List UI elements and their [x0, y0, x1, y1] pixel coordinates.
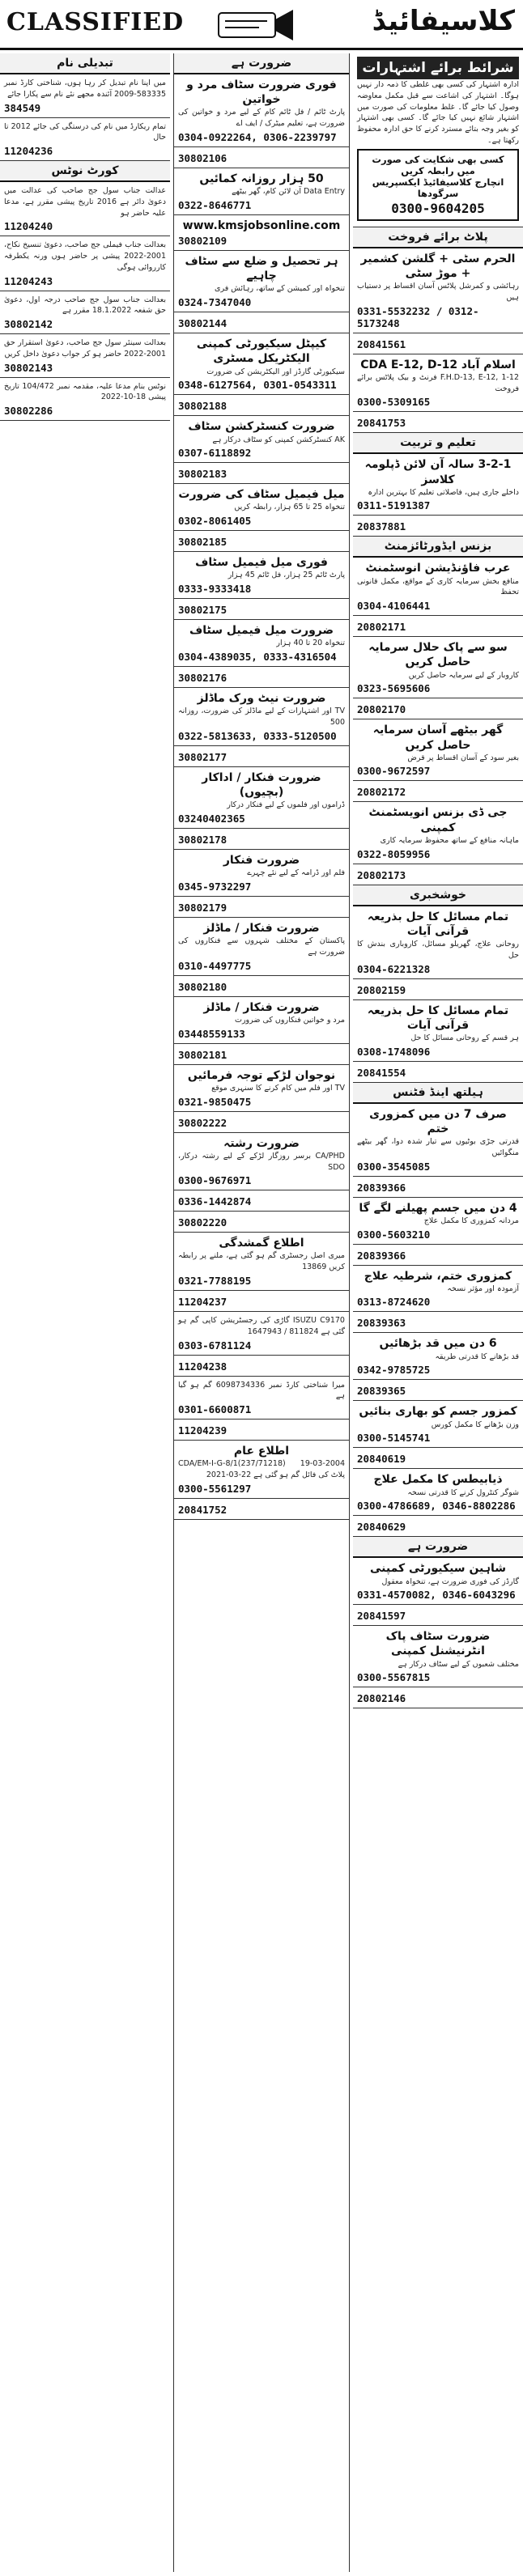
ad-phone: 0304-4106441: [357, 600, 431, 613]
ad-body: نوٹس بنام مدعا علیہ، مقدمہ نمبر 104/472 تاریخ پیشی 18-10-2022: [4, 381, 166, 402]
ad-phone: 20841597: [357, 1610, 406, 1623]
column-left: [0, 53, 170, 2572]
ad-phone: 0304-6221328: [357, 962, 431, 975]
ad-body: میری اصل رجسٹری گم ہو گئی ہے، ملنے پر رابطہ کریں 13869: [178, 1251, 345, 1272]
classified-ad: [174, 1133, 349, 1191]
ad-heading: کمزوری ختم، شرطیہ علاج: [364, 1269, 512, 1283]
ad-phone: 20841753: [357, 417, 406, 430]
classified-ad: [174, 1112, 349, 1133]
classified-ad: [353, 1177, 523, 1198]
ad-body: پارٹ ٹائم 25 ہزار، فل ٹائم 45 ہزار: [227, 571, 345, 580]
classified-ad: [353, 1104, 523, 1177]
ad-phone: 11204243: [4, 274, 53, 287]
page-header: [0, 0, 523, 50]
classified-ad: [174, 1291, 349, 1312]
ad-phone: 30802143: [4, 361, 53, 374]
section-property: پلاٹ برائے فروخت: [353, 227, 523, 248]
ad-body: بعدالت سینئر سول جج صاحب، دعویٰ استقرار حق 2001-2022 حاضر ہو کر جواب دعویٰ داخل کریں: [4, 338, 166, 359]
ad-phone: 20802170: [357, 703, 406, 716]
ad-phone: 0342-9785725: [357, 1364, 431, 1377]
ad-heading: ضرورت فنکار / اداکار (بچیوں): [202, 770, 321, 800]
ad-body: منافع بخش سرمایہ کاری کے مواقع، مکمل قانونی تحفظ: [357, 576, 519, 597]
classified-ad: [174, 1312, 349, 1356]
ad-body: میرا شناختی کارڈ نمبر 6098734336 گم ہو گیا ہے: [178, 1380, 345, 1401]
ad-body: TV اور فلم میں کام کرنے کا سنہری موقع: [211, 1083, 345, 1093]
classified-ad: [353, 1312, 523, 1333]
classified-ad: [353, 781, 523, 802]
ad-heading: ذیابیطس کا مکمل علاج: [373, 1473, 503, 1487]
classified-ad: [174, 688, 349, 746]
classified-ad: [174, 215, 349, 251]
ad-heading: فوری ضرورت سٹاف مرد و خواتین: [186, 79, 337, 107]
section-education: تعلیم و تربیت: [353, 433, 523, 454]
ad-phone: 30802176: [178, 672, 227, 685]
ad-phone: 0321-7788195: [178, 1275, 252, 1288]
ad-phone: 0300-4786689, 0346-8802286: [357, 1500, 516, 1513]
ad-body: بعدالت جناب فیملی جج صاحب، دعویٰ تنسیخ نکاح، 2001-2022 پیشی پر حاضر ہوں ورنہ یکطرفہ کارروائی ہوگی: [4, 240, 166, 272]
ad-phone: 30802181: [178, 1048, 227, 1061]
ad-heading: 50 ہزار روزانہ کمائیں: [199, 172, 324, 185]
ad-phone: 0300-5561297: [178, 1482, 252, 1495]
classified-ad: [353, 1558, 523, 1605]
ad-phone: 20802172: [357, 786, 406, 799]
ad-phone: 30802183: [178, 468, 227, 481]
ad-phone: 20839363: [357, 1317, 406, 1330]
ad-heading: اطلاع گمشدگی: [219, 1237, 304, 1250]
ad-phone: 0300-9672597: [357, 765, 431, 778]
ad-phone: 20802146: [357, 1692, 406, 1705]
ad-phone: 0322-5813633, 0333-5120500: [178, 729, 337, 742]
ad-body: میں اپنا نام تبدیل کر رہا ہوں، شناختی کارڈ نمبر 583335-2009 آئندہ مجھے نئے نام سے پکارا جائے: [4, 79, 166, 99]
ad-body: AK کنسٹرکشن کمپنی کو سٹاف درکار ہے: [212, 435, 345, 444]
classified-ad: [174, 531, 349, 552]
ad-phone: 0322-8646771: [178, 198, 252, 211]
ad-body: آزمودہ اور مؤثر نسخہ: [447, 1284, 519, 1293]
classified-ad: [174, 1441, 349, 1499]
section-court-notice: کورٹ نوٹس: [0, 161, 170, 182]
ad-heading: ضرورت فنکار / ماڈلز: [203, 921, 320, 935]
classified-ad: [353, 1469, 523, 1516]
ad-heading: ضرورت کنسٹرکشن سٹاف: [188, 420, 335, 434]
ad-heading: www.kmsjobsonline.com: [182, 219, 341, 232]
classified-ad: [0, 236, 170, 291]
classified-ad: [174, 168, 349, 215]
classified-ad: [353, 906, 523, 979]
ad-phone: 0300-5603210: [357, 1228, 431, 1241]
classified-ad: [353, 1380, 523, 1401]
column-middle: [173, 53, 350, 2572]
ad-phone: 30802175: [178, 604, 227, 617]
ad-body: داخلے جاری ہیں، فاصلاتی تعلیم کا بہترین ادارہ: [368, 487, 519, 497]
classified-ad: [174, 897, 349, 918]
ad-phone: 30802180: [178, 980, 227, 993]
ad-phone: 11204240: [4, 220, 53, 233]
classified-ad: [353, 558, 523, 616]
ad-body: کاروبار کے لیے سرمایہ حاصل کریں: [408, 670, 519, 680]
ad-phone: 0321-9850475: [178, 1095, 252, 1108]
ad-phone: 0300-3545085: [357, 1160, 431, 1173]
classified-ad: [353, 802, 523, 864]
ad-phone: 11204236: [4, 145, 53, 158]
ad-body: گارڈز کی فوری ضرورت ہے، تنخواہ معقول: [381, 1577, 519, 1586]
classified-ad: [353, 1000, 523, 1062]
classified-ad: [174, 74, 349, 147]
ad-phone: 30802178: [178, 834, 227, 846]
classified-ad: [353, 864, 523, 885]
ad-heading: اسلام آباد CDA E-12, D-12: [360, 358, 516, 371]
ad-body: بغیر سود کے آسان اقساط پر قرض: [407, 753, 519, 762]
ad-body: روحانی علاج، گھریلو مسائل، کاروباری بندش کا حل: [357, 939, 519, 960]
ad-heading: ضرورت نیٹ ورک ماڈلز: [197, 692, 326, 706]
ad-phone: 11204238: [178, 1360, 227, 1373]
ad-phone: 30802188: [178, 400, 227, 413]
ad-heading: ہر تحصیل و ضلع سے سٹاف چاہیے: [185, 255, 338, 283]
classified-ad: [174, 1420, 349, 1441]
classified-ad: [353, 1333, 523, 1380]
section-jobs-middle: ضرورت ہے: [174, 53, 349, 74]
classified-ad: [353, 454, 523, 516]
ad-phone: 20841554: [357, 1066, 406, 1079]
ad-body: مختلف شعبوں کے لیے سٹاف درکار ہے: [398, 1659, 519, 1669]
terms-note-box: [357, 149, 519, 221]
ad-phone: 0331-4570082, 0346-6043296: [357, 1589, 516, 1602]
ad-phone: 0308-1748096: [357, 1045, 431, 1058]
ad-body: سیکیورٹی گارڈز اور الیکٹریشن کی ضرورت: [206, 367, 345, 376]
ad-body: شوگر کنٹرول کرنے کا قدرتی نسخہ: [407, 1487, 519, 1497]
ad-heading: 6 دن میں قد بڑھائیں: [379, 1337, 497, 1351]
ad-body: مردانہ کمزوری کا مکمل علاج: [423, 1216, 519, 1225]
classified-ad: [174, 552, 349, 599]
ad-phone: 0311-5191387: [357, 499, 431, 512]
classified-ad: [174, 1499, 349, 1520]
page-title-english: CLASSIFIED: [6, 8, 185, 36]
classified-ad: [174, 746, 349, 767]
ad-body: رہائشی و کمرشل پلاٹس آسان اقساط پر دستیاب ہیں: [357, 282, 519, 302]
ad-phone: 0322-8059956: [357, 847, 431, 860]
classified-ad: [174, 1190, 349, 1212]
ad-phone: 30802286: [4, 405, 53, 418]
ad-body: TV اور اشتہارات کے لیے ماڈلز کی ضرورت، روزانہ 500: [178, 707, 345, 728]
ad-phone: 11204239: [178, 1424, 227, 1437]
ad-body: قدرتی جڑی بوٹیوں سے تیار شدہ دوا، گھر بیٹھے منگوائیں: [357, 1137, 519, 1157]
ad-phone: 20841561: [357, 337, 406, 350]
ad-phone: 30802185: [178, 536, 227, 549]
ad-body: مرد و خواتین فنکاروں کی ضرورت: [235, 1015, 345, 1025]
classified-ad: [174, 1065, 349, 1112]
ad-phone: 0307-6118892: [178, 447, 252, 460]
ad-heading: ضرورت فنکار / ماڈلز: [203, 1000, 320, 1014]
classified-ad: [353, 698, 523, 719]
classified-ad: [353, 354, 523, 413]
classified-ad: [0, 378, 170, 422]
ad-body: بعدالت جناب سول جج صاحب درجہ اول، دعویٰ حق شفعہ 18.1.2022 مقرر ہے: [4, 295, 166, 316]
ad-phone: 30802179: [178, 901, 227, 914]
ad-body: CDA/EM-I-G-8/1(237/71218) 19-03-2004 پلاٹ کی فائل گم ہو گئی ہے 22-03-2021: [178, 1459, 345, 1480]
ad-heading: ضرورت رشتہ: [223, 1136, 300, 1150]
ad-heading: الحرم سٹی + گلشن کشمیر + موڑ سٹی: [360, 252, 516, 280]
ad-phone: 30802144: [178, 317, 227, 330]
ad-body: F.H.D-13, E-12, 1-12 فرنٹ و بیک پلاٹس برائے فروخت: [357, 372, 519, 393]
classified-ad: [174, 416, 349, 463]
ad-body: وزن بڑھانے کا مکمل کورس: [431, 1420, 519, 1429]
classified-ad: [353, 412, 523, 433]
ad-phone: 30802220: [178, 1216, 227, 1229]
megaphone-icon: [202, 5, 300, 45]
ad-heading: تمام مسائل کا حل بذریعہ قرآنی آیات: [367, 1004, 509, 1032]
classified-ad: [353, 1448, 523, 1469]
classified-ad: [353, 1062, 523, 1083]
ad-phone: 30802177: [178, 750, 227, 763]
ad-heading: جی ڈی بزنس انویسٹمنٹ کمپنی: [368, 806, 508, 834]
ad-phone: 0304-0922264, 0306-2239797: [178, 130, 337, 143]
classified-ad: [174, 395, 349, 416]
classified-ad: [353, 248, 523, 333]
ad-phone: 20802173: [357, 868, 406, 881]
ad-phone: 0301-6600871: [178, 1403, 252, 1416]
classified-ad: [0, 334, 170, 378]
ad-body: تنخواہ 20 تا 40 ہزار: [276, 639, 345, 648]
classified-ad: [174, 599, 349, 620]
ad-phone: 20841752: [178, 1503, 227, 1516]
classified-ad: [174, 1212, 349, 1233]
classified-ad: [353, 1401, 523, 1448]
classified-ad: [353, 616, 523, 637]
ad-phone: 30802109: [178, 235, 227, 248]
ad-body: فلم اور ڈرامہ کے لیے نئے چہرے: [247, 868, 345, 878]
ad-body: CA/PHD برسر روزگار لڑکے کے لیے رشتہ درکار، SDO: [178, 1151, 345, 1172]
ad-phone: 30802142: [4, 318, 53, 331]
classified-ad: [174, 333, 349, 395]
classified-ad: [174, 667, 349, 688]
ad-phone: 0302-8061405: [178, 515, 252, 528]
ad-heading: ضرورت میل فیمیل سٹاف: [189, 624, 334, 638]
ad-heading: صرف 7 دن میں کمزوری ختم: [369, 1107, 507, 1135]
ad-phone: 0303-6781124: [178, 1339, 252, 1352]
ad-body: ڈراموں اور فلموں کے لیے فنکار درکار: [227, 800, 345, 810]
ad-phone: 20839366: [357, 1249, 406, 1262]
classified-ad: [0, 74, 170, 118]
ad-phone: 0310-4497775: [178, 959, 252, 972]
ad-phone: 03448559133: [178, 1027, 245, 1040]
ad-phone: 03240402365: [178, 813, 245, 825]
ad-heading: نوجوان لڑکے توجہ فرمائیں: [187, 1068, 336, 1082]
ad-phone: 0348-6127564, 0301-0543311: [178, 379, 337, 392]
classified-ad: [174, 918, 349, 976]
ad-phone: 0300-5309165: [357, 396, 431, 409]
section-business: بزنس ایڈورٹائزمنٹ: [353, 537, 523, 558]
classified-ad: [174, 1233, 349, 1291]
ad-phone: 0300-5567815: [357, 1671, 431, 1684]
ad-phone: 0336-1442874: [178, 1195, 252, 1208]
ad-body: تنخواہ 25 تا 65 ہزار، رابطہ کریں: [234, 503, 345, 512]
ad-body: Data Entry آن لائن کام، گھر بیٹھے: [232, 187, 345, 197]
classified-ad: [0, 118, 170, 162]
ad-body: ISUZU C9170 گاڑی کی رجسٹریشن کاپی گم ہو گئی ہے 811824 / 1647943: [178, 1316, 345, 1336]
classified-ad: [353, 637, 523, 698]
classified-ad: [174, 463, 349, 484]
classified-ad: [174, 147, 349, 168]
ad-phone: 20839366: [357, 1181, 406, 1194]
terms-phone: 0300-9604205: [391, 200, 485, 216]
ad-phone: 20837881: [357, 520, 406, 533]
page-title-urdu: کلاسیفائیڈ: [372, 5, 515, 37]
classified-ad: [353, 1245, 523, 1266]
ad-phone: 0324-7347040: [178, 296, 252, 309]
ad-phone: 0300-5145741: [357, 1432, 431, 1445]
ad-heading: 4 دن میں جسم پھیلنے لگے گا: [359, 1201, 517, 1215]
classified-ad: [174, 1044, 349, 1065]
ad-phone: 0331-5532232 / 0312-5173248: [357, 304, 479, 329]
ad-phone: 384549: [4, 101, 41, 114]
terms-agency: انچارج کلاسیفائیڈ ایکسپریس سرگودھا: [372, 176, 504, 199]
ad-heading: عرب فاؤنڈیشن انوسٹمنٹ: [365, 562, 511, 575]
classified-ad: [353, 719, 523, 781]
ad-heading: کمزور جسم کو بھاری بنائیں: [359, 1405, 517, 1419]
classified-ad: [353, 979, 523, 1000]
ad-phone: 20839365: [357, 1385, 406, 1398]
ad-body: پارٹ ٹائم / فل ٹائم کام کے لیے مرد و خواتین کی ضرورت ہے، تعلیم میٹرک / ایف اے: [178, 108, 345, 129]
classified-ad: [174, 484, 349, 531]
ad-heading: سو سے پاک حلال سرمایہ حاصل کریں: [368, 641, 508, 669]
ad-heading: شاہین سیکیورٹی کمپنی: [369, 1562, 506, 1576]
ad-body: عدالت جناب سول جج صاحب کی عدالت میں دعویٰ دائر ہے 2016 تاریخ پیشی مقرر ہے، مدعا علیہ حاضر ہو: [4, 186, 166, 218]
ad-body: قد بڑھانے کا قدرتی طریقہ: [435, 1352, 519, 1361]
classified-ad: [174, 312, 349, 333]
terms-heading: شرائط برائے اشتہارات: [357, 57, 519, 79]
terms-ad: [353, 53, 523, 227]
classified-ad: [174, 1377, 349, 1420]
ad-phone: 30802106: [178, 151, 227, 164]
classified-ad: [174, 251, 349, 312]
ad-body: تنخواہ اور کمیشن کے ساتھ، رہائش فری: [215, 284, 345, 294]
ad-heading: ضرورت سٹاف پاک انٹرنیشنل کمپنی: [385, 1630, 491, 1658]
ad-phone: 0345-9732297: [178, 880, 252, 893]
classified-ad: [353, 333, 523, 354]
ad-phone: 20802171: [357, 621, 406, 634]
classified-ad: [174, 1356, 349, 1377]
section-jobs-right: ضرورت ہے: [353, 1537, 523, 1558]
ad-phone: 30802222: [178, 1116, 227, 1129]
ad-body: تمام ریکارڈ میں نام کی درستگی کی جائے 2012 تا حال: [4, 121, 166, 142]
ad-phone: 0300-9676971: [178, 1174, 252, 1187]
classified-ad: [174, 620, 349, 667]
ad-phone: 0304-4389035, 0333-4316504: [178, 651, 337, 664]
ad-heading: ضرورت فنکار: [223, 854, 300, 867]
ad-phone: 20840629: [357, 1521, 406, 1534]
terms-note: کسی بھی شکایت کی صورت میں رابطہ کریں: [372, 153, 504, 176]
ad-heading: اطلاع عام: [233, 1445, 290, 1458]
ad-heading: فوری میل فیمیل سٹاف: [195, 556, 328, 570]
ad-body: ہر قسم کے روحانی مسائل کا حل: [410, 1033, 519, 1042]
classified-ad: [353, 1198, 523, 1245]
classified-ad: [174, 850, 349, 897]
classified-ad: [353, 516, 523, 537]
ad-heading: تمام مسائل کا حل بذریعہ قرآنی آیات: [367, 910, 509, 938]
classified-ad: [174, 829, 349, 850]
ad-phone: 11204237: [178, 1296, 227, 1309]
ad-body: پاکستان کے مختلف شہروں سے فنکاروں کی ضرورت ہے: [178, 936, 345, 957]
ad-phone: 20802159: [357, 983, 406, 996]
ad-phone: 0333-9333418: [178, 583, 252, 596]
section-health: ہیلتھ اینڈ فٹنس: [353, 1083, 523, 1104]
classified-ad: [174, 767, 349, 829]
classified-ad: [0, 182, 170, 236]
classified-ad: [174, 997, 349, 1044]
classified-ad: [0, 291, 170, 335]
ad-heading: میل فیمیل سٹاف کی ضرورت: [178, 488, 345, 502]
classified-ad: [353, 1605, 523, 1626]
classified-ad: [353, 1626, 523, 1687]
ad-phone: 0313-8724620: [357, 1296, 431, 1309]
section-spiritual: خوشخبری: [353, 885, 523, 906]
ad-phone: 0323-5695606: [357, 682, 431, 695]
ad-heading: کیپٹل سیکیورٹی کمپنی الیکٹریکل مسٹری: [196, 337, 327, 366]
ad-phone: 20840619: [357, 1453, 406, 1466]
column-right: [353, 53, 523, 2572]
ad-heading: گھر بیٹھے آسان سرمایہ حاصل کریں: [372, 724, 504, 752]
classified-ad: [353, 1516, 523, 1537]
classified-ad: [353, 1266, 523, 1313]
classified-ad: [174, 976, 349, 997]
terms-body: ادارہ اشتہار کی کسی بھی غلطی کا ذمہ دار نہیں ہوگا۔ اشتہار کی اشاعت سے قبل مکمل معاوضہ وصول کیا جائے گا۔ غلط معلومات کی صورت میں اشتہار شائع نہیں کیا جائے گا۔ کسی بھی اشتہار کو بغیر وجہ بتائے مسترد کرنے کا حق ادارہ محفوظ رکھتا ہے۔: [357, 80, 519, 145]
ad-body: ماہانہ منافع کے ساتھ محفوظ سرمایہ کاری: [380, 835, 519, 845]
section-name-change: تبدیلی نام: [0, 53, 170, 74]
classified-ad: [353, 1687, 523, 1708]
ad-heading: 3-2-1 سالہ آن لائن ڈپلومہ کلاسز: [364, 458, 512, 486]
